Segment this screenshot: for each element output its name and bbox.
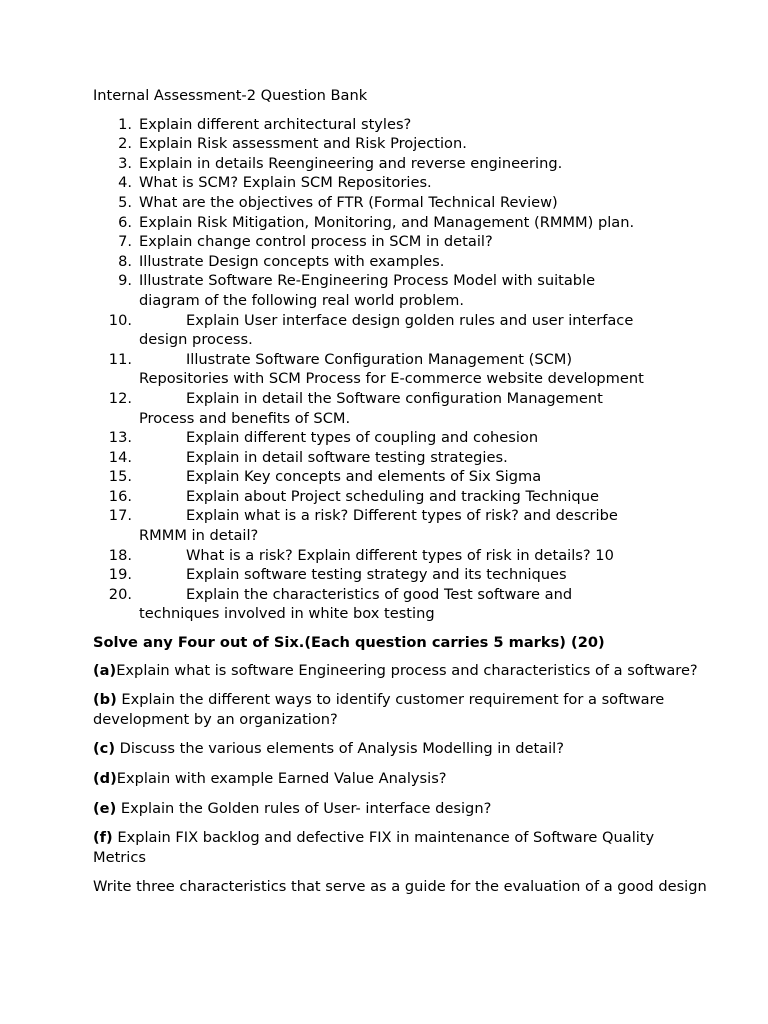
question-item	[93, 213, 708, 233]
question-item	[93, 350, 708, 389]
question-item	[93, 154, 708, 174]
question-number: 9.	[118, 272, 132, 290]
sub-question	[93, 690, 708, 729]
question-number: 14.	[108, 448, 132, 466]
question-number: 19.	[108, 566, 132, 584]
question-text: What are the objectives of FTR (Formal Technical Review)	[139, 193, 558, 211]
sub-question-text: Explain with example Earned Value Analysis?	[116, 770, 447, 787]
question-text: Explain change control process in SCM in detail?	[139, 233, 493, 251]
sub-question-text: Explain what is software Engineering process and characteristics of a software?	[116, 661, 698, 679]
question-text-continued: RMMM in detail?	[139, 527, 259, 545]
sub-question	[93, 739, 708, 759]
question-number: 2.	[118, 135, 132, 153]
question-text: Illustrate Software Configuration Management (SCM)	[186, 350, 573, 368]
question-number: 13.	[108, 429, 132, 447]
sub-question-text: Explain FIX backlog and defective FIX in maintenance of Software Quality Metrics	[93, 829, 659, 866]
question-number: 7.	[118, 233, 132, 251]
sub-question	[93, 828, 708, 867]
question-item	[93, 193, 708, 213]
question-item	[93, 467, 708, 487]
question-number: 15.	[108, 468, 132, 486]
sub-question-label: (b)	[93, 691, 117, 709]
sub-question-label: (f)	[93, 829, 113, 847]
question-text-continued: Repositories with SCM Process for E-commerce website development	[139, 370, 644, 388]
question-number: 4.	[118, 174, 132, 192]
question-item	[93, 565, 708, 585]
question-text-continued: design process.	[139, 331, 253, 349]
document-title: Internal Assessment-2 Question Bank	[93, 87, 368, 104]
question-number: 6.	[118, 213, 132, 231]
question-number: 11.	[108, 350, 132, 368]
question-text: Explain Risk Mitigation, Monitoring, and Management (RMMM) plan.	[139, 213, 635, 231]
sub-question-text: Explain the Golden rules of User- interface design?	[116, 799, 492, 817]
question-text: What is a risk? Explain different types of risk in details? 10	[186, 546, 614, 564]
sub-question-text: Explain the different ways to identify customer requirement for a software development by an organization?	[93, 691, 669, 728]
question-number: 17.	[108, 507, 132, 525]
question-item	[93, 115, 708, 135]
question-item	[93, 311, 708, 350]
question-number: 12.	[108, 389, 132, 407]
question-text: Explain different types of coupling and cohesion	[186, 429, 539, 447]
question-item	[93, 487, 708, 507]
sub-question-label: (d)	[93, 770, 117, 787]
question-list	[93, 115, 708, 624]
question-item	[93, 428, 708, 448]
question-text: Illustrate Software Re-Engineering Process Model with suitable	[139, 272, 596, 290]
sub-question-list	[93, 661, 708, 868]
question-item	[93, 134, 708, 154]
sub-question	[93, 769, 708, 789]
question-number: 16.	[108, 487, 132, 505]
question-text-continued: Process and benefits of SCM.	[139, 409, 351, 427]
question-number: 20.	[108, 585, 132, 603]
question-text: Explain in detail software testing strategies.	[186, 448, 508, 466]
question-text: Explain in detail the Software configuration Management	[186, 389, 603, 407]
question-text: Explain User interface design golden rules and user interface	[186, 311, 634, 329]
question-number: 10.	[108, 311, 132, 329]
question-item	[93, 252, 708, 272]
sub-question	[93, 661, 708, 681]
question-number: 18.	[108, 546, 132, 564]
sub-question	[93, 799, 708, 819]
question-item	[93, 173, 708, 193]
question-number: 3.	[118, 154, 132, 172]
question-text: Explain about Project scheduling and tracking Technique	[186, 487, 599, 505]
question-item	[93, 506, 708, 545]
question-number: 5.	[118, 193, 132, 211]
sub-question-label: (c)	[93, 740, 115, 758]
closing-text: Write three characteristics that serve as a guide for the evaluation of a good design	[93, 878, 707, 896]
question-item	[93, 232, 708, 252]
question-text: Explain Key concepts and elements of Six Sigma	[186, 468, 542, 486]
question-item	[93, 389, 708, 428]
question-text: What is SCM? Explain SCM Repositories.	[139, 174, 432, 192]
question-text: Illustrate Design concepts with examples.	[139, 252, 445, 270]
question-item	[93, 546, 708, 566]
question-text: Explain software testing strategy and its techniques	[186, 566, 567, 584]
question-number: 1.	[118, 115, 132, 133]
sub-question-label: (e)	[93, 799, 117, 817]
question-item	[93, 448, 708, 468]
section-heading: Solve any Four out of Six.(Each question carries 5 marks) (20)	[93, 634, 605, 652]
sub-question-text: Discuss the various elements of Analysis Modelling in detail?	[115, 740, 564, 758]
question-number: 8.	[118, 252, 132, 270]
question-text: Explain the characteristics of good Test software and	[186, 585, 573, 603]
sub-question-label: (a)	[93, 661, 117, 679]
question-item	[93, 271, 708, 310]
question-text: Explain what is a risk? Different types of risk? and describe	[186, 507, 618, 525]
question-text: Explain different architectural styles?	[139, 115, 412, 133]
question-text: Explain Risk assessment and Risk Projection.	[139, 135, 467, 153]
question-text-continued: techniques involved in white box testing	[139, 605, 435, 623]
question-text-continued: diagram of the following real world problem.	[139, 291, 465, 309]
question-item	[93, 585, 708, 624]
question-text: Explain in details Reengineering and reverse engineering.	[139, 154, 563, 172]
